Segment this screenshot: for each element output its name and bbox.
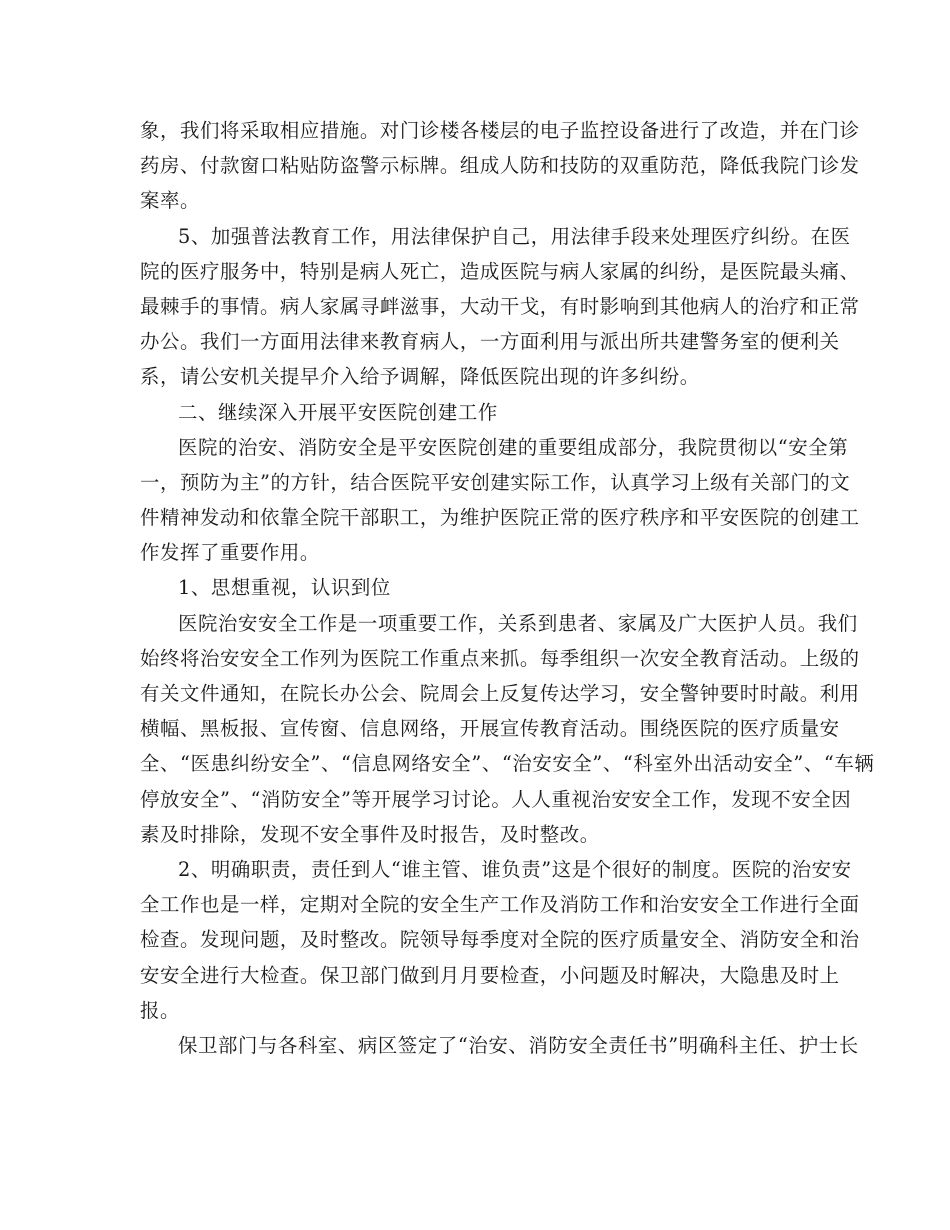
text-line: 5、加强普法教育工作，用法律保护自己，用法律手段来处理医疗纠纷。在医: [178, 224, 851, 248]
document-page: [140, 113, 875, 1063]
text-line: 全工作也是一样，定期对全院的安全生产工作及消防工作和治安安全工作进行全面: [140, 893, 860, 917]
text-line: 象，我们将采取相应措施。对门诊楼各楼层的电子监控设备进行了改造，并在门诊: [140, 119, 860, 142]
subsection-heading: [140, 570, 812, 605]
text-line: 安安全进行大检查。保卫部门做到月月要检查，小问题及时解决，大隐患及时上: [140, 963, 840, 987]
paragraph-p6: [140, 606, 875, 852]
text-line: 案率。: [140, 189, 200, 213]
paragraph-p1: [140, 113, 860, 219]
text-line: 办公。我们一方面用法律来教育病人，一方面利用与派出所共建警务室的便利关: [140, 330, 840, 354]
text-line: 二、继续深入开展平安医院创建工作: [178, 400, 498, 424]
text-line: 院的医疗服务中，特别是病人死亡，造成医院与病人家属的纠纷，是医院最头痛、: [140, 259, 860, 283]
text-line: 始终将治安安全工作列为医院工作重点来抓。每季组织一次安全教育活动。上级的: [140, 646, 860, 670]
text-line: 药房、付款窗口粘贴防盗警示标牌。组成人防和技防的双重防范，降低我院门诊发: [140, 154, 860, 178]
text-line: 停放安全”、“消防安全”等开展学习讨论。人人重视治安安全工作，发现不安全因: [140, 787, 852, 811]
text-line: 一，预防为主”的方针，结合医院平安创建实际工作，认真学习上级有关部门的文: [140, 470, 851, 494]
text-line: 医院的治安、消防安全是平安医院创建的重要组成部分，我院贯彻以“安全第: [178, 435, 849, 459]
text-line: 横幅、黑板报、宣传窗、信息网络，开展宣传教育活动。围绕医院的医疗质量安: [140, 717, 840, 741]
text-line: 系，请公安机关提早介入给予调解，降低医院出现的许多纠纷。: [140, 365, 700, 389]
section-heading: [140, 395, 812, 430]
text-line: 1、思想重视，认识到位: [178, 576, 391, 600]
text-line: 件精神发动和依靠全院干部职工，为维护医院正常的医疗秩序和平安医院的创建工: [140, 506, 860, 530]
text-line: 最棘手的事情。病人家属寻衅滋事，大动干戈，有时影响到其他病人的治疗和正常: [140, 294, 860, 318]
text-line: 医院治安安全工作是一项重要工作，关系到患者、家属及广大医护人员。我们: [178, 611, 858, 635]
text-line: 有关文件通知，在院长办公会、院周会上反复传达学习，安全警钟要时时敲。利用: [140, 682, 860, 705]
text-line: 检查。发现问题，及时整改。院领导每季度对全院的医疗质量安全、消防安全和治: [140, 928, 860, 952]
text-line: 2、明确职责，责任到人“谁主管、谁负责”这是个很好的制度。医院的治安安: [178, 857, 852, 881]
paragraph-p8: [140, 1028, 859, 1063]
text-line: 全、“医患纠纷安全”、“信息网络安全”、“治安安全”、“科室外出活动安全”、“车辆: [140, 752, 875, 776]
paragraph-p7: [140, 852, 860, 1028]
text-line: 作发挥了重要作用。: [140, 541, 320, 565]
text-line: 素及时排除，发现不安全事件及时报告，及时整改。: [140, 822, 600, 846]
paragraph-p4: [140, 430, 860, 571]
text-line: 报。: [140, 998, 180, 1022]
paragraph-p2: [140, 219, 860, 395]
text-line: 保卫部门与各科室、病区签定了“治安、消防安全责任书”明确科主任、护士长: [178, 1033, 859, 1057]
